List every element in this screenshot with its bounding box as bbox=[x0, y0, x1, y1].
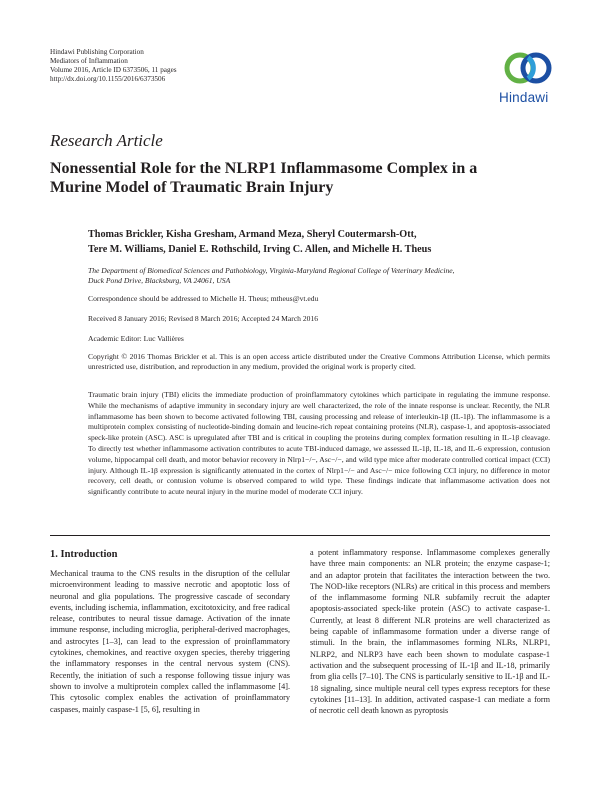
copyright-notice: Copyright © 2016 Thomas Brickler et al. This is an open access article distributed under the Creative Commons Attribution License, which permits unrestricted use, distribution, and reproduction in any medium, provided the original work is properly cited. bbox=[88, 352, 550, 371]
hindawi-wordmark: Hindawi bbox=[499, 90, 549, 105]
abstract-text: Traumatic brain injury (TBI) elicits the immediate production of proinflammatory cytokines which participate in regulating the immune response. While the mechanisms of adaptive immunity in secondary injury are well characterized, the role of the innate response is unclear. Recently, the NLR inflammasome has been shown to become activated following TBI, causing processing and release of interleukin-1β (IL-1β). The inflammasome is a multiprotein complex consisting of nucleotide-binding domain and leucine-rich repeat containing proteins (NLR), caspase-1, and apoptosis-associated speck-like protein (ASC). ASC is upregulated after TBI and is critical in coupling the proteins during complex formation resulting in IL-1β cleavage. To directly test whether inflammasome activation contributes to acute TBI-induced damage, we assessed IL-1β, IL-18, and IL-6 expression, contusion volume, hippocampal cell death, and motor behavior recovery in Nlrp1−/−, Asc−/−, and wild type mice after moderate controlled cortical impact (CCI) injury. Although IL-1β expression is significantly attenuated in the cortex of Nlrp1−/− and Asc−/− mice following CCI injury, no difference in motor recovery, cell death, or contusion volume is observed compared to wild type. These findings indicate that inflammasome activation does not significantly contribute to acute neural injury in the murine model of moderate CCI injury. bbox=[88, 390, 550, 497]
academic-editor: Academic Editor: Luc Vallières bbox=[88, 334, 184, 343]
article-dates: Received 8 January 2016; Revised 8 March 2016; Accepted 24 March 2016 bbox=[88, 314, 319, 323]
intro-column-left: Mechanical trauma to the CNS results in the disruption of the cellular microenvironment leading to massive necrotic and apoptotic loss of neuronal and glia populations. The progressive cascade of secondary events, including ischemia, inflammation, excitotoxicity, and free radical release, contributes to neural tissue damage. Activation of the innate immune response, including microglia, peripheral-derived macrophages, and astrocytes [1–3], can lead to the expression of proinflammatory cytokines, chemokines, and reactive oxygen species, thereby triggering the inflammatory responses in the central nervous system (CNS). Recently, the initiation of such a response following tissue injury was shown to involve a multiprotein complex called the inflammasome [4]. This cytosolic complex enables the activation of proinflammatory caspases, mainly caspase-1 [5, 6], resulting in bbox=[50, 569, 290, 714]
section-heading-introduction: 1. Introduction bbox=[50, 549, 118, 560]
authors-line-1: Thomas Brickler, Kisha Gresham, Armand Meza, Sheryl Coutermarsh-Ott, bbox=[88, 229, 417, 240]
intro-column-right: a potent inflammatory response. Inflammasome complexes generally have three main components: an NLR protein; the enzyme caspase-1; and an adaptor protein that facilitates the interaction between the two. The NOD-like receptors (NLRs) are critical in this process and members of the inflammasome forming NLR subfamily recruit the adapter apoptosis-associated speck-like protein (ASC) to activate caspase-1. Currently, at least 8 different NLR proteins are well characterized as being capable of inflammasome formation under a diverse range of stimuli. In the brain, the inflammasomes forming NLRs, NLRP1, NLRP2, and NLRP3 have each been shown to modulate caspase-1 activation and the subsequent processing of IL-1β and IL-18, primarily from glia cells [7–10]. The CNS is particularly sensitive to IL-1β and IL-18 signaling, since multiple neural cell types express receptors for these cytokines [11–13]. In addition, activated caspase-1 can mediate a form of necrotic cell death known as pyroptosis bbox=[310, 548, 550, 716]
article-title: Nonessential Role for the NLRP1 Inflammasome Complex in a Murine Model of Traumatic Brain Injury bbox=[50, 160, 478, 196]
publisher-line: Hindawi Publishing Corporation bbox=[50, 48, 144, 56]
hindawi-logo-icon bbox=[500, 46, 556, 90]
hindawi-logo bbox=[500, 46, 556, 108]
affiliation-line-2: Duck Pond Drive, Blacksburg, VA 24061, USA bbox=[88, 276, 231, 285]
affiliation-line-1: The Department of Biomedical Sciences and Pathobiology, Virginia-Maryland Regional College of Veterinary Medicine, bbox=[88, 266, 455, 275]
volume-line: Volume 2016, Article ID 6373506, 11 pages bbox=[50, 66, 177, 74]
abstract-divider bbox=[50, 535, 550, 536]
journal-name: Mediators of Inflammation bbox=[50, 57, 128, 65]
authors-line-2: Tere M. Williams, Daniel E. Rothschild, Irving C. Allen, and Michelle H. Theus bbox=[88, 244, 432, 255]
correspondence: Correspondence should be addressed to Michelle H. Theus; mtheus@vt.edu bbox=[88, 294, 319, 303]
article-type: Research Article bbox=[50, 131, 163, 150]
doi-link[interactable]: http://dx.doi.org/10.1155/2016/6373506 bbox=[50, 75, 166, 83]
